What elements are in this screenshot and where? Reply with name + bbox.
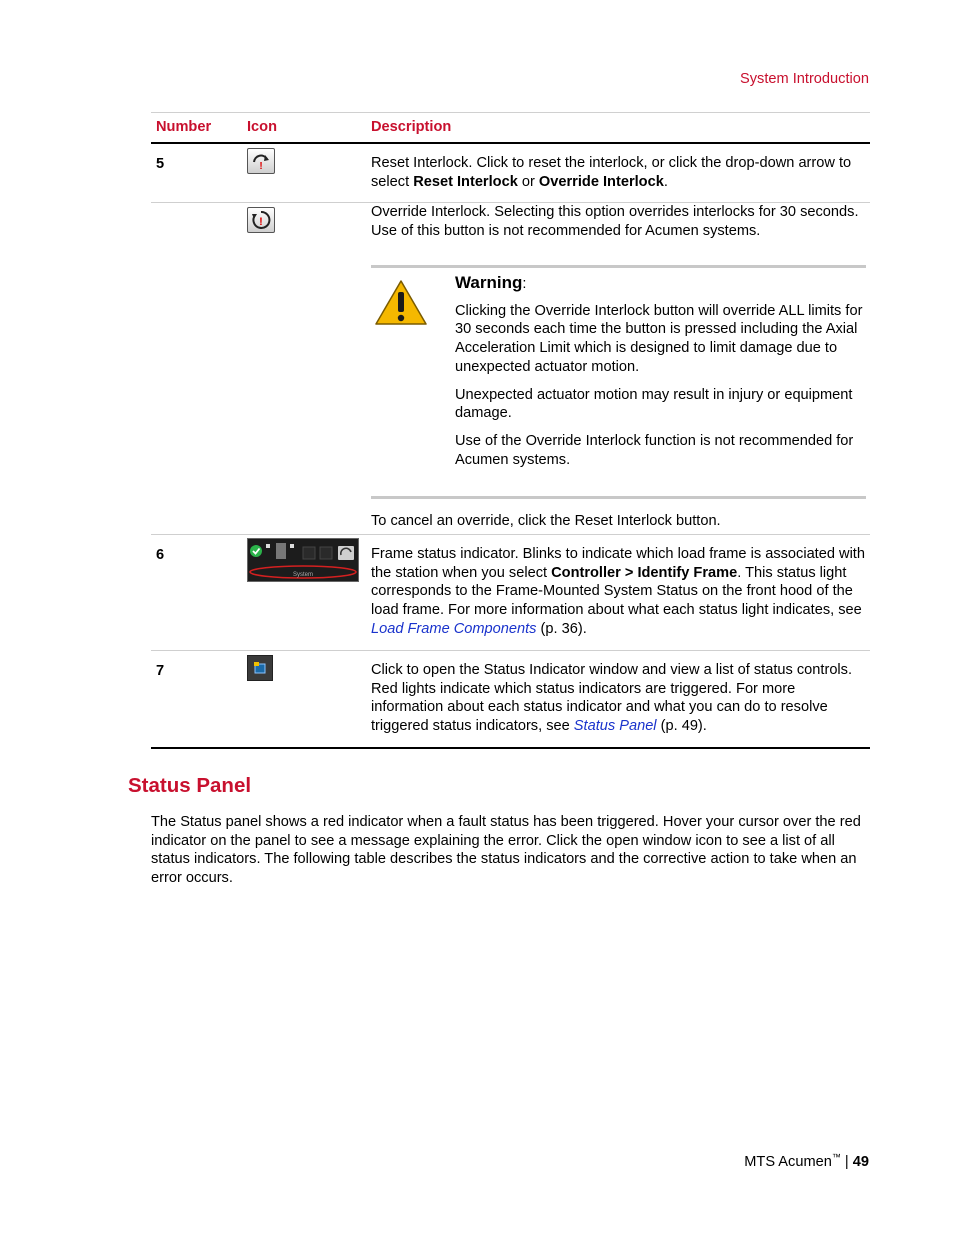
warning-triangle-icon xyxy=(373,278,429,328)
footer-separator: | xyxy=(844,1153,849,1170)
table-row-7 xyxy=(151,651,870,749)
running-header: System Introduction xyxy=(740,71,869,87)
svg-text:!: ! xyxy=(259,216,263,228)
row-number: 7 xyxy=(156,663,165,679)
warning-paragraph-2: Unexpected actuator motion may result in injury or equipment damage. xyxy=(455,386,853,422)
row-description: Click to open the Status Indicator window and view a list of status controls. Red lights indicate which status indicators are triggered. For more information about each status indicator and what you can do to resolve triggered status indicators, see Status Panel (p. 49). xyxy=(371,662,853,735)
row-description: Frame status indicator. Blinks to indicate which load frame is associated with the station when you select Controller > Identify Frame. This status light corresponds to the Frame-Mounted System Status on the front hood of the load frame. For more information about what each status light indicates, see Load Frame Components (p. 36). xyxy=(371,546,865,637)
warning-paragraph-3: Use of the Override Interlock function is not recommended for Acumen systems. xyxy=(455,432,854,468)
cancel-override-note: To cancel an override, click the Reset Interlock button. xyxy=(371,513,721,529)
section-paragraph: The Status panel shows a red indicator when a fault status has been triggered. Hover your cursor over the red indicator on the panel to see a message explaining the error. Click the open window icon to see a list of all status indicators. The following table describes the status indicators and the corrective action to take when an error occurs. xyxy=(151,814,861,887)
reset-interlock-icon xyxy=(247,148,275,174)
warning-paragraph-1: Clicking the Override Interlock button will override ALL limits for 30 seconds each time the button is pressed including the Axial Acceleration Limit which is designed to limit damage due to unexpected actuator motion. xyxy=(455,302,863,375)
override-interlock-icon xyxy=(247,207,275,233)
frame-status-indicator-image xyxy=(247,538,359,582)
svg-text:!: ! xyxy=(259,161,263,171)
warning-bottom-rule xyxy=(371,496,866,499)
table-row-6 xyxy=(151,535,870,651)
col-header-description: Description xyxy=(371,119,452,135)
section-heading: Status Panel xyxy=(128,774,252,797)
warning-title: Warning xyxy=(455,273,523,292)
page-number: 49 xyxy=(852,1153,869,1170)
warning-callout xyxy=(371,265,866,499)
load-frame-components-link[interactable]: Load Frame Components xyxy=(371,620,537,637)
row-description: Reset Interlock. Click to reset the interlock, or click the drop-down arrow to select Reset Interlock or Override Interlock. xyxy=(371,155,852,190)
page-footer xyxy=(744,1148,869,1172)
trademark-symbol: ™ xyxy=(831,1152,841,1162)
footer-product: MTS Acumen xyxy=(744,1153,832,1170)
table-header-row xyxy=(151,112,870,144)
row-number: 5 xyxy=(156,156,165,172)
svg-text:System: System xyxy=(292,572,314,578)
warning-content: Warning: Clicking the Override Interlock button will override ALL limits for 30 seconds each time the button is pressed including the Axial Acceleration Limit which is designed to limit damage due to unexpected actuator motion. Unexpected actuator motion may result in injury or equipment damage. Use of the Override Interlock function is not recommended for Acumen systems. xyxy=(455,274,866,478)
open-window-icon xyxy=(247,655,273,681)
row-number: 6 xyxy=(156,547,165,563)
icon-description-table xyxy=(151,112,870,749)
row-description: Override Interlock. Selecting this option overrides interlocks for 30 seconds. Use of this button is not recommended for Acumen systems. xyxy=(371,204,859,239)
table-row-5-override xyxy=(151,203,870,535)
col-header-number: Number xyxy=(156,119,212,135)
status-panel-link[interactable]: Status Panel xyxy=(573,718,657,735)
col-header-icon: Icon xyxy=(247,119,277,135)
table-row-5 xyxy=(151,144,870,203)
